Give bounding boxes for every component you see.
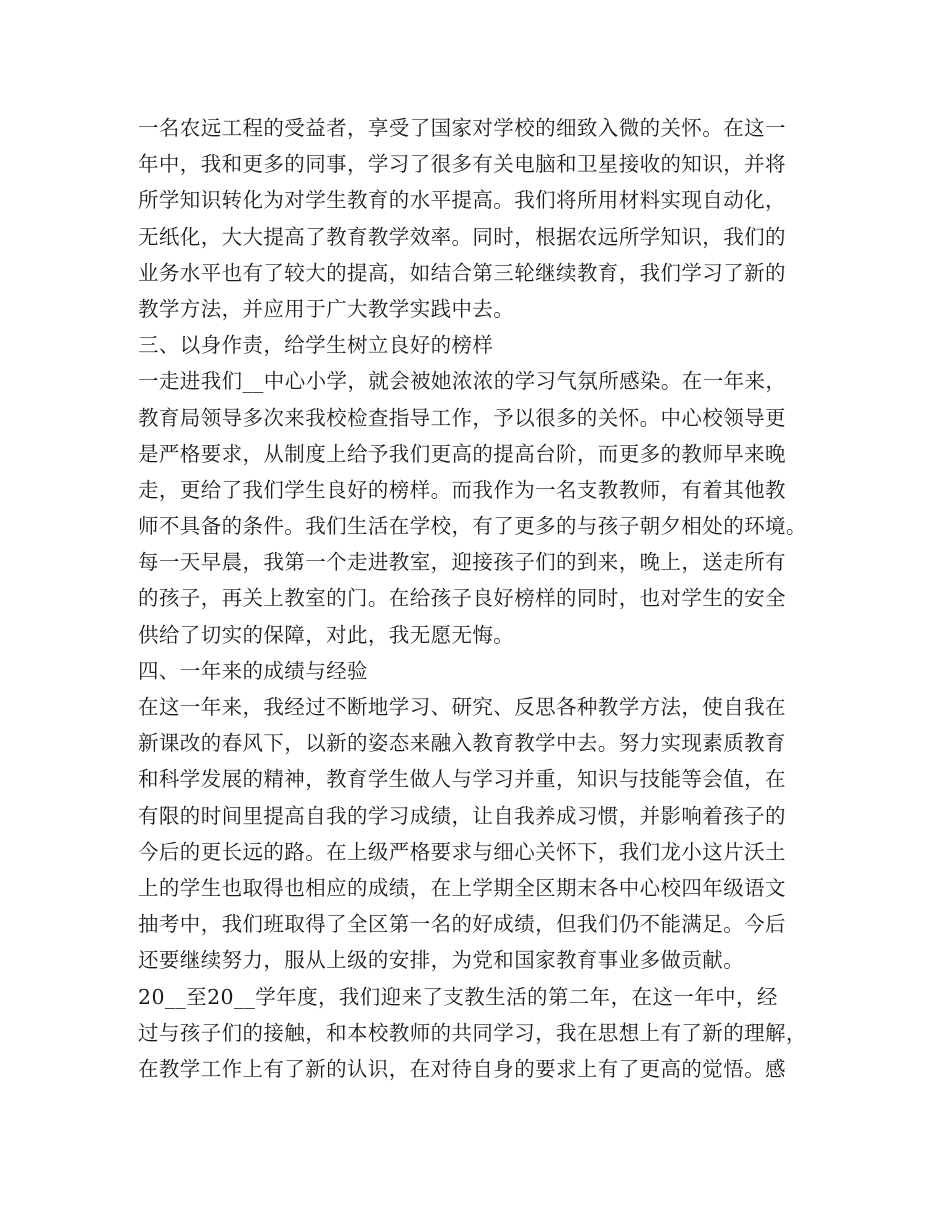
text-line: 还要继续努力，服从上级的安排，为党和国家教育事业多做贡献。: [138, 948, 745, 973]
text-line: 师不具备的条件。我们生活在学校，有了更多的与孩子朝夕相处的环境。: [138, 514, 807, 539]
text-line: 教学方法，并应用于广大教学实践中去。: [138, 296, 515, 321]
text-line: 是严格要求，从制度上给予我们更高的提高台阶，而更多的教师早来晚: [138, 441, 786, 466]
text-line: 今后的更长远的路。在上级严格要求与细心关怀下，我们龙小这片沃土: [138, 839, 786, 864]
text-line: 在这一年来，我经过不断地学习、研究、反思各种教学方法，使自我在: [138, 695, 786, 719]
text-line: 年中，我和更多的同事，学习了很多有关电脑和卫星接收的知识，并将: [138, 152, 786, 177]
text-line: 和科学发展的精神，教育学生做人与学习并重，知识与技能等会值，在: [138, 767, 786, 792]
text-line: 每一天早晨，我第一个走进教室，迎接孩子们的到来，晚上，送走所有: [138, 550, 786, 575]
section-heading: 四、一年来的成绩与经验: [138, 658, 368, 683]
body-text: [138, 110, 828, 1087]
text-line: 供给了切实的保障，对此，我无愿无悔。: [138, 622, 515, 647]
text-line: 新课改的春风下，以新的姿态来融入教育教学中去。努力实现素质教育: [138, 731, 786, 756]
text-line: 教育局领导多次来我校检查指导工作，予以很多的关怀。中心校领导更: [138, 405, 786, 430]
text-line: 无纸化，大大提高了教育教学效率。同时，根据农远所学知识，我们的: [138, 224, 786, 249]
text-line: 上的学生也取得也相应的成绩，在上学期全区期末各中心校四年级语文: [138, 875, 786, 900]
text-line: 过与孩子们的接触，和本校教师的共同学习，我在思想上有了新的理解，: [138, 1020, 807, 1045]
text-line: 的孩子，再关上教室的门。在给孩子良好榜样的同时，也对学生的安全: [138, 586, 786, 611]
text-line: 所学知识转化为对学生教育的水平提高。我们将所用材料实现自动化，: [138, 188, 786, 213]
section-heading: 三、以身作责，给学生树立良好的榜样: [138, 333, 494, 358]
text-line: 有限的时间里提高自我的学习成绩，让自我养成习惯，并影响着孩子的: [138, 803, 786, 828]
text-line: 业务水平也有了较大的提高，如结合第三轮继续教育，我们学习了新的: [138, 260, 786, 285]
text-line: 走，更给了我们学生良好的榜样。而我作为一名支教教师，有着其他教: [138, 477, 786, 502]
text-line: 一走进我们__中心小学，就会被她浓浓的学习气氛所感染。在一年来，: [138, 369, 787, 394]
text-line: 20__至20__学年度，我们迎来了支教生活的第二年，在这一年中，经: [138, 984, 778, 1009]
text-line: 抽考中，我们班取得了全区第一名的好成绩，但我们仍不能满足。今后: [138, 912, 786, 937]
text-line: 在教学工作上有了新的认识，在对待自身的要求上有了更高的觉悟。感: [138, 1056, 786, 1081]
text-line: 一名农远工程的受益者，享受了国家对学校的细致入微的关怀。在这一: [138, 116, 786, 140]
